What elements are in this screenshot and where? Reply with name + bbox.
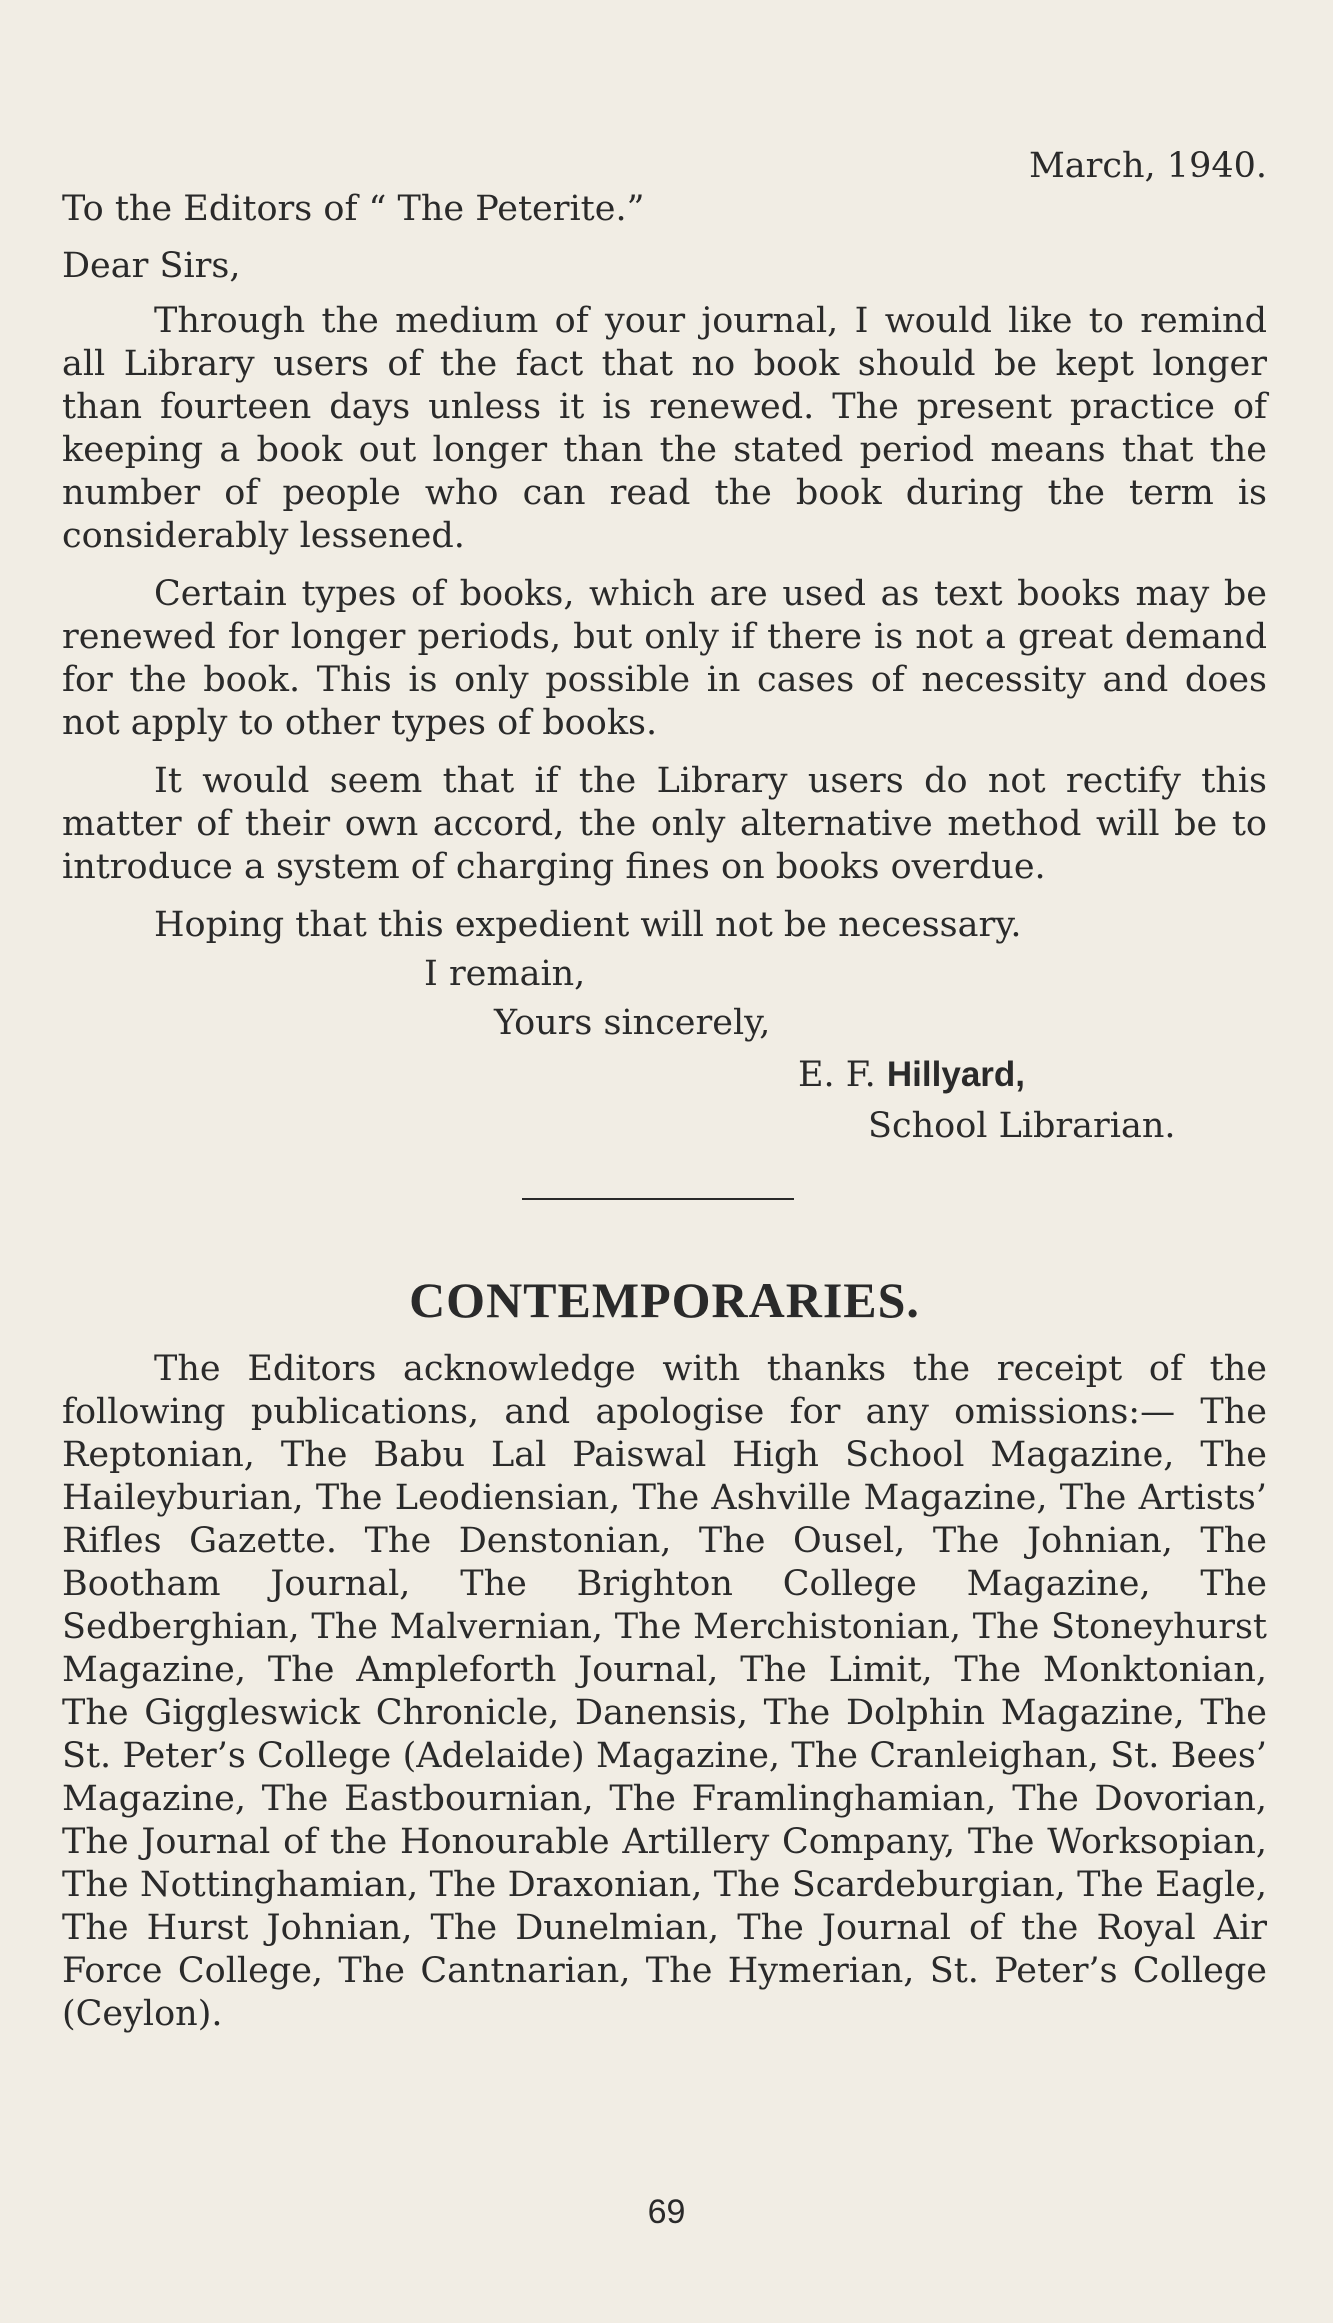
signature-title: School Librarian. [868, 1106, 1176, 1146]
letter-date: March, 1940. [1028, 146, 1267, 186]
closing-sincerely: Yours sincerely, [494, 1003, 771, 1043]
section-heading: CONTEMPORARIES. [409, 1272, 920, 1328]
signature-initials: E. F. [798, 1055, 876, 1095]
signature-line [62, 1053, 1267, 1097]
letter-paragraph-3: It would seem that if the Library users do not rectify this matter of their own accord, the only alternative method will be to introduce a system of charging fines on books overdue. [62, 761, 1267, 887]
letter-paragraph-1: Through the medium of your journal, I would like to remind all Library users of the fact that no book should be kept longer than fourteen days unless it is renewed. The present practice of keeping a book out longer than the stated period means that the number of people who can read the book during the term is considerably lessened. [62, 301, 1267, 556]
page-content [62, 145, 1267, 2036]
signature-name: Hillyard, [886, 1055, 1026, 1094]
contemporaries-paragraph: The Editors acknowledge with thanks the receipt of the following publications, and apologise for any omissions:— The Reptonian, The Babu Lal Paiswal High School Magazine, The Haileyburian, The Leodiensian, The Ashville Magazine, The Artists’ Rifles Gazette. The Denstonian, The Ousel, The Johnian, The Bootham Journal, The Brighton College Magazine, The Sedberghian, The Malvernian, The Merchistonian, The Stoneyhurst Magazine, The Ampleforth Journal, The Limit, The Monktonian, The Giggleswick Chronicle, Danensis, The Dolphin Magazine, The St. Peter’s College (Adelaide) Magazine, The Cranleighan, St. Bees’ Magazine, The Eastbournian, The Framlinghamian, The Dovorian, The Journal of the Honourable Artillery Company, The Worksopian, The Nottinghamian, The Draxonian, The Scardeburgian, The Eagle, The Hurst Johnian, The Dunelmian, The Journal of the Royal Air Force College, The Cantnarian, The Hymerian, St. Peter’s College (Ceylon). [62, 1349, 1267, 2034]
letter-paragraph-4: Hoping that this expedient will not be necessary. [154, 905, 1022, 945]
letter-paragraph-2: Certain types of books, which are used as text books may be renewed for longer periods, but only if there is not a great demand for the book. This is only possible in cases of necessity and does not apply to other types of books. [62, 574, 1267, 743]
page-number: 69 [647, 2193, 686, 2231]
letter-addressee: To the Editors of “ The Peterite.” [62, 189, 645, 229]
section-divider [522, 1198, 794, 1200]
letter-greeting: Dear Sirs, [62, 246, 241, 286]
closing-remain: I remain, [424, 954, 586, 994]
